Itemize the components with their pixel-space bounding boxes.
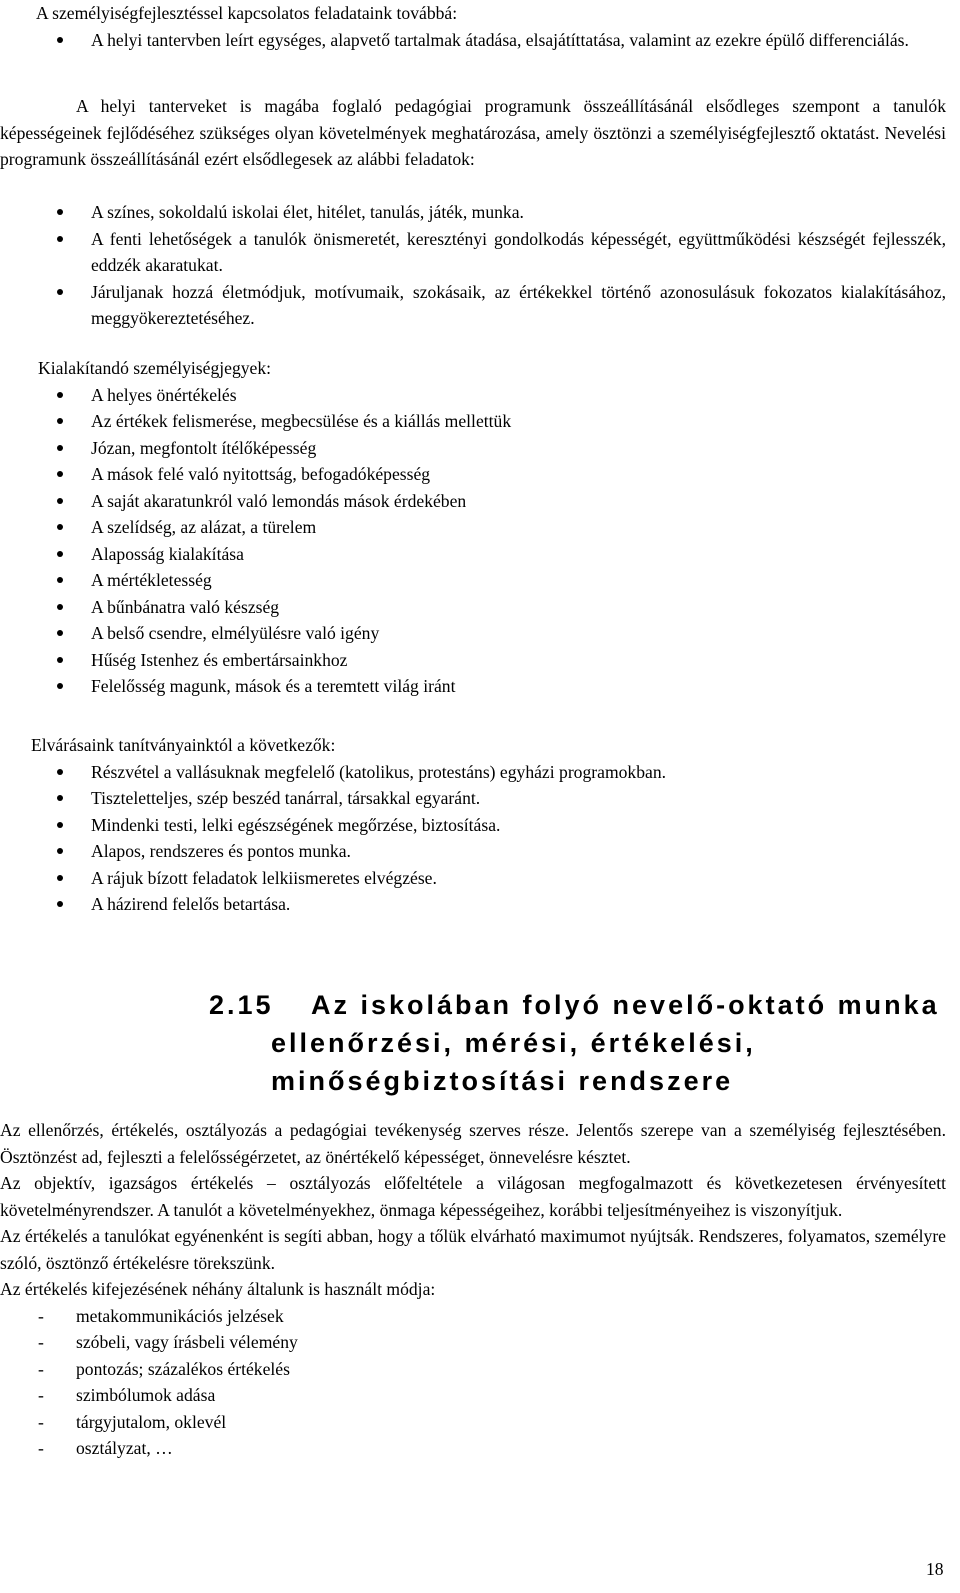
list-item-text: Felelősség magunk, mások és a teremtett világ iránt — [91, 676, 456, 696]
list-item — [0, 408, 946, 435]
list-item — [36, 27, 946, 54]
list-item-text: A házirend felelős betartása. — [91, 894, 291, 914]
section-body — [0, 1117, 946, 1462]
traits-section — [0, 355, 946, 700]
list-item — [0, 488, 946, 515]
traits-title: Kialakítandó személyiségjegyek: — [38, 358, 272, 378]
list-item — [0, 514, 946, 541]
paragraph-text: Az értékelés a tanulókat egyénenként is segíti abban, hogy a tőlük elvárható maximumot nyújtsák. Rendszeres, folyamatos, személyre szóló, ösztönző értékelésre törekszünk. — [0, 1226, 946, 1273]
list-item — [0, 759, 946, 786]
section-title-line2: ellenőrzési, mérési, értékelési, — [271, 1028, 756, 1058]
list-item-text: pontozás; százalékos értékelés — [76, 1358, 290, 1379]
list-item-text: A helyes önértékelés — [91, 384, 237, 405]
dash-marker: - — [38, 1358, 44, 1379]
list-item — [0, 891, 946, 918]
list-item — [0, 594, 946, 621]
list-item-text: A saját akaratunkról való lemondás mások érdekében — [91, 490, 467, 511]
bullet-icon — [57, 498, 63, 504]
list-item-text: A mértékletesség — [91, 570, 212, 590]
list-item — [0, 1409, 946, 1436]
list-item — [0, 1329, 946, 1356]
section-number: 2.15 — [209, 990, 274, 1020]
list-item-text: A belső csendre, elmélyülésre való igény — [91, 623, 380, 643]
list-item — [0, 435, 946, 462]
list-item-text: A mások felé való nyitottság, befogadóképesség — [91, 464, 431, 484]
section-title-line1: Az iskolában folyó nevelő-oktató munka — [311, 990, 940, 1020]
expectations-list — [0, 759, 946, 918]
bullet-icon — [57, 471, 63, 477]
list-item — [0, 865, 946, 892]
list-item-text: A fenti lehetőségek a tanulók önismeretét, keresztényi gondolkodás képességét, együttműködési készségét fejlesszék, eddzék akaratukat. — [91, 228, 946, 275]
list-item — [0, 279, 946, 332]
list-item-text: Alapos, rendszeres és pontos munka. — [91, 841, 351, 861]
list-item-text: Az értékek felismerése, megbecsülése és a kiállás mellettük — [91, 411, 512, 431]
bullet-icon — [57, 577, 63, 583]
list-item — [0, 461, 946, 488]
paragraph-text: Az objektív, igazságos értékelés – osztályozás előfeltétele a világosan megfogalmazott és következetesen érvényesített követelményrendszer. A tanulót a követelményekhez, önmaga képességeihez, korábbi teljesítményeihez is viszonyítjuk. — [0, 1173, 946, 1220]
intro-text: A személyiségfejlesztéssel kapcsolatos feladataink továbbá: — [36, 3, 458, 23]
bullet-icon — [57, 848, 63, 854]
bullet-icon — [57, 875, 63, 881]
list-item-text: Tiszteletteljes, szép beszéd tanárral, társakkal egyaránt. — [91, 788, 481, 808]
list-item — [0, 838, 946, 865]
paragraph-program — [0, 93, 946, 173]
bullet-icon — [57, 209, 63, 215]
list-item-text: A színes, sokoldalú iskolai élet, hitélet, tanulás, játék, munka. — [91, 202, 524, 222]
bullet-icon — [57, 551, 63, 557]
bullet-icon — [57, 822, 63, 828]
bullet-icon — [57, 683, 63, 689]
bullet-icon — [57, 418, 63, 424]
dash-marker: - — [38, 1305, 44, 1326]
bullet-icon — [57, 289, 63, 295]
list-item — [0, 1382, 946, 1409]
paragraph-text: A helyi tanterveket is magába foglaló pedagógiai programunk összeállításánál elsődleges szempont a tanulók képességeinek fejlődéséhez szükséges olyan követelmények meghatározása, amely ösztönzi a személyiségfejlesztő oktatást. Nevelési programunk összeállításánál ezért elsődlegesek az alábbi feladatok: — [0, 96, 946, 169]
list-item — [0, 812, 946, 839]
list-item — [0, 673, 946, 700]
bullet-icon — [57, 37, 63, 43]
bullet-icon — [57, 445, 63, 451]
list-item — [0, 199, 946, 226]
list-item-text: osztályzat, … — [76, 1438, 173, 1458]
bullet-icon — [57, 392, 63, 398]
dash-marker: - — [38, 1438, 44, 1458]
bullet-icon — [57, 795, 63, 801]
list-item — [0, 1435, 946, 1462]
bullet-icon — [57, 630, 63, 636]
bullet-icon — [57, 524, 63, 530]
list-item — [0, 226, 946, 279]
list-item — [0, 785, 946, 812]
list-item — [0, 1303, 946, 1330]
dash-marker: - — [38, 1332, 44, 1352]
list-item-text: Részvétel a vallásuknak megfelelő (katolikus, protestáns) egyházi programokban. — [91, 761, 667, 782]
list-item — [0, 541, 946, 568]
bullet-icon — [57, 769, 63, 775]
list-item-text: A helyi tantervben leírt egységes, alapvető tartalmak átadása, elsajátíttatása, valamint az ezekre épülő differenciálás. — [91, 29, 909, 50]
paragraph-text: Az ellenőrzés, értékelés, osztályozás a pedagógiai tevékenység szerves része. Jelentős szerepe van a személyiség fejlesztésében. Ösztönzést ad, fejleszti a felelősségérzetet, az önértékelő képességet, önnevelésre késztet. — [0, 1120, 946, 1167]
list-item-text: Mindenki testi, lelki egészségének megőrzése, biztosítása. — [91, 814, 501, 835]
list-item-text: Alaposság kialakítása — [91, 543, 244, 564]
page-number: 18 — [926, 1559, 944, 1579]
list-item-text: metakommunikációs jelzések — [76, 1305, 284, 1326]
list-item-text: Járuljanak hozzá életmódjuk, motívumaik, szokásaik, az értékekkel történő azonosulásuk fokozatos kialakításához, meggyökereztetéséhez. — [91, 281, 946, 328]
bullet-icon — [57, 901, 63, 907]
list-item-text: A rájuk bízott feladatok lelkiismeretes elvégzése. — [91, 867, 437, 888]
list-item-text: A bűnbánatra való készség — [91, 596, 280, 617]
list-item — [0, 647, 946, 674]
bullet-icon — [57, 236, 63, 242]
list-item-text: A szelídség, az alázat, a türelem — [91, 517, 317, 537]
expectations-section — [0, 732, 946, 918]
list-item — [0, 620, 946, 647]
methods-title: Az értékelés kifejezésének néhány általunk is használt módja: — [0, 1279, 436, 1299]
dash-marker: - — [38, 1385, 44, 1405]
list-item-text: Hűség Istenhez és embertársainkhoz — [91, 649, 348, 670]
list-item-text: szimbólumok adása — [76, 1385, 216, 1405]
list-item-text: tárgyjutalom, oklevél — [76, 1411, 227, 1432]
section-title-line3: minőségbiztosítási rendszere — [271, 1066, 734, 1096]
list-item-text: Józan, megfontolt ítélőképesség — [91, 437, 317, 458]
methods-list — [0, 1303, 946, 1462]
intro-block — [36, 0, 946, 53]
traits-list — [0, 382, 946, 700]
tasks-list — [0, 199, 946, 332]
list-item — [0, 382, 946, 409]
bullet-icon — [57, 657, 63, 663]
bullet-icon — [57, 604, 63, 610]
list-item — [0, 1356, 946, 1383]
expectations-title: Elvárásaink tanítványainktól a következők: — [31, 735, 336, 755]
list-item-text: szóbeli, vagy írásbeli vélemény — [76, 1332, 298, 1352]
dash-marker: - — [38, 1411, 44, 1432]
list-item — [0, 567, 946, 594]
